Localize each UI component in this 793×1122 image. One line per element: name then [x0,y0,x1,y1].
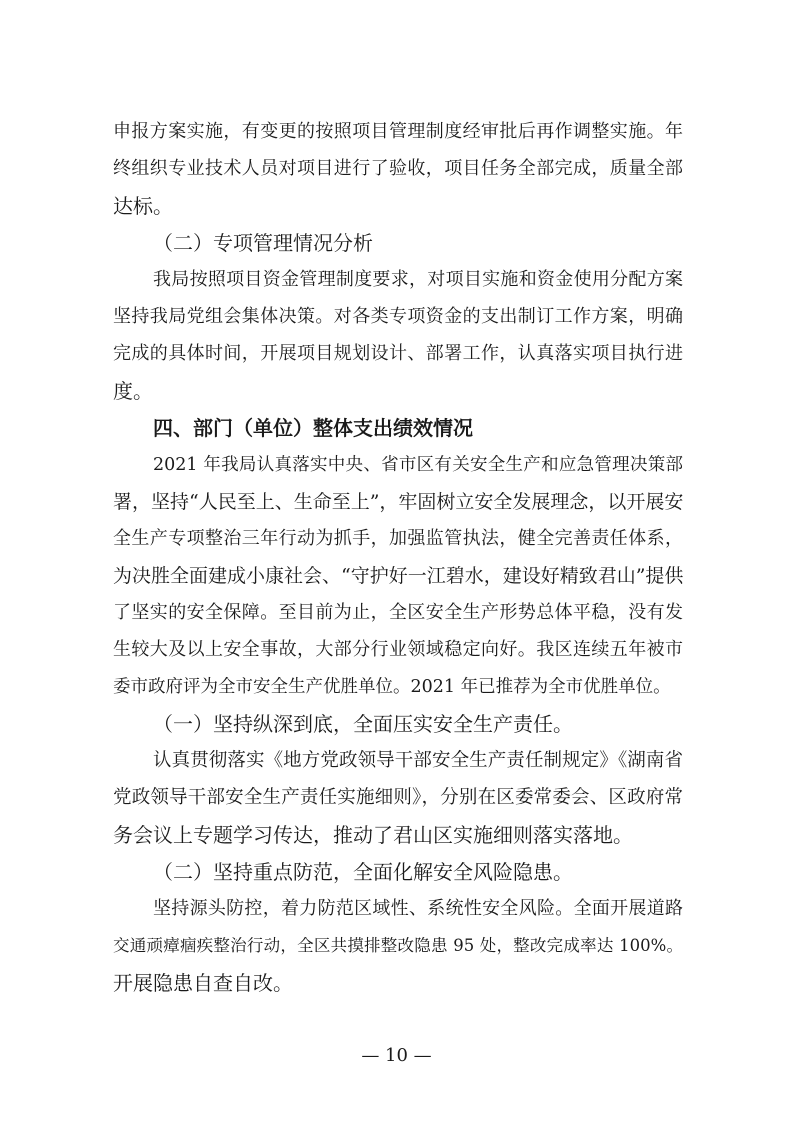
body-text-line: 申报方案实施，有变更的按照项目管理制度经审批后再作调整实施。年 [113,121,683,142]
body-text-line: 开展隐患自查自改。 [113,971,293,995]
body-text-line: 度。 [113,379,153,403]
body-text-line: 我局按照项目资金管理制度要求，对项目实施和资金使用分配方案 [153,269,683,290]
body-text-line: 为决胜全面建成小康社会、“守护好一江碧水，建设好精致君山”提供 [113,565,684,587]
body-text-line: 坚持源头防控，着力防范区域性、系统性安全风险。全面开展道路 [153,898,683,919]
subsection-heading: （一）坚持纵深到底，全面压实安全生产责任。 [153,712,573,736]
body-text-line: 务会议上专题学习传达，推动了君山区实施细则落实落地。 [113,823,633,847]
body-text-line: 认真贯彻落实《地方党政领导干部安全生产责任制规定》《湖南省 [153,750,683,771]
body-text-line: 交通顽瘴痼疾整治行动，全区共摸排整改隐患 95 处，整改完成率达 100%。 [113,936,683,955]
body-text-line: 党政领导干部安全生产责任实施细则》，分别在区委常委会、区政府常 [113,787,683,808]
body-text-line: 2021 年我局认真落实中央、省市区有关安全生产和应急管理决策部 [153,455,683,475]
body-text-line: 全生产专项整治三年行动为抓手，加强监管执法，健全完善责任体系， [113,528,683,549]
body-text-line: 坚持我局党组会集体决策。对各类专项资金的支出制订工作方案，明确 [113,306,683,327]
body-text-line: 生较大及以上安全事故，大部分行业领域稳定向好。我区连续五年被市 [113,639,683,660]
body-text-line: 署，坚持“人民至上、生命至上”，牢固树立安全发展理念，以开展安 [113,491,684,513]
body-text-line: 了坚实的安全保障。至目前为止，全区安全生产形势总体平稳，没有发 [113,602,683,623]
page-number: — 10 — [361,1045,432,1066]
subsection-heading: （二）专项管理情况分析 [153,231,373,255]
body-text-line: 委市政府评为全市安全生产优胜单位。2021 年已推荐为全市优胜单位。 [113,677,671,697]
body-text-line: 达标。 [113,194,173,218]
body-text-line: 完成的具体时间，开展项目规划设计、部署工作，认真落实项目执行进 [113,343,683,364]
subsection-heading: （二）坚持重点防范，全面化解安全风险隐患。 [153,860,573,884]
section-heading: 四、部门（单位）整体支出绩效情况 [153,416,473,440]
body-text-line: 终组织专业技术人员对项目进行了验收，项目任务全部完成，质量全部 [113,158,683,179]
